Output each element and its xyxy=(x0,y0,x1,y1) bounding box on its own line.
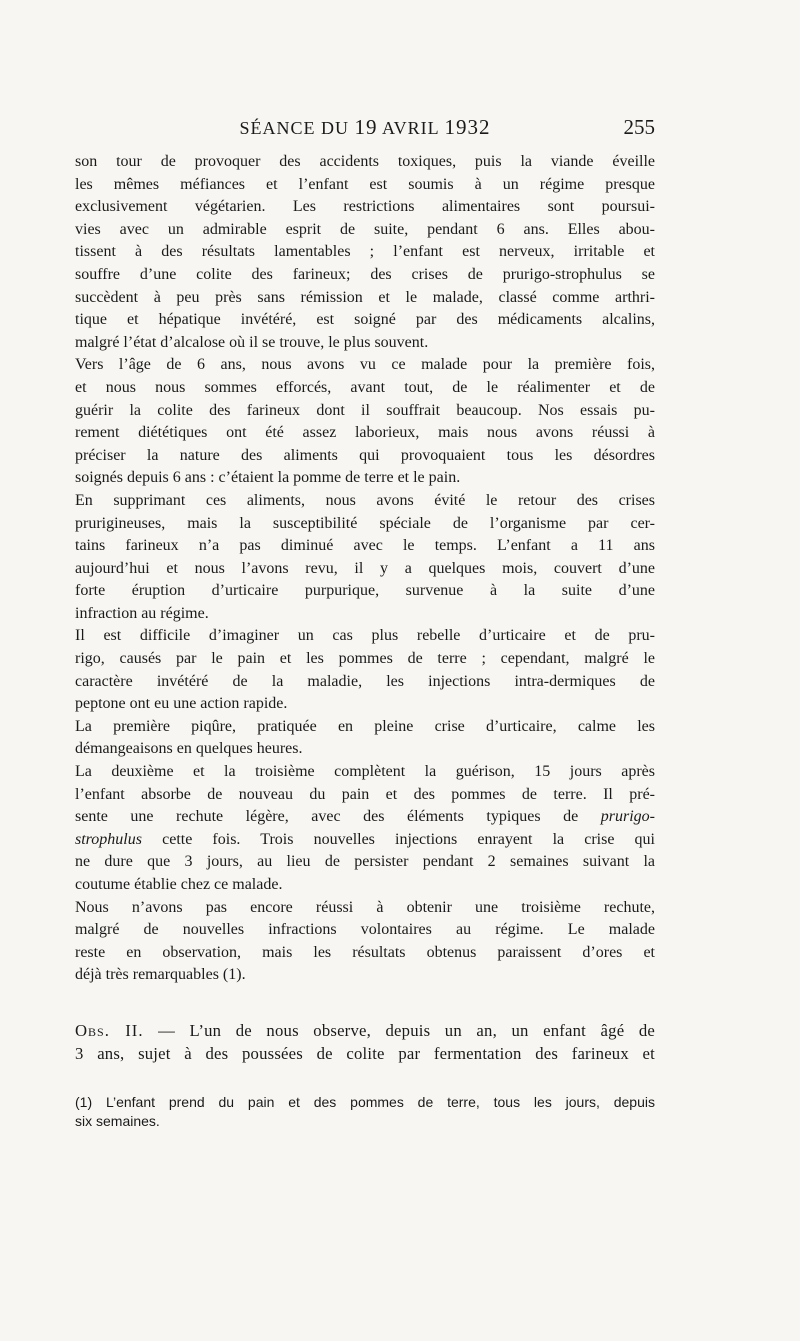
header-day: 19 xyxy=(354,115,378,139)
text-line: rement diététiques ont été assez laborieux, mais nous avons réussi à xyxy=(75,424,655,442)
text-line: reste en observation, mais les résultats obtenus paraissent d’ores et xyxy=(75,943,655,961)
text-line: Il est difficile d’imaginer un cas plus rebelle d’urticaire et de pru- xyxy=(75,627,655,645)
text-line: vies avec un admirable esprit de suite, pendant 6 ans. Elles abou- xyxy=(75,220,655,238)
text-line xyxy=(75,831,655,854)
text-line: La deuxième et la troisième complètent la guérison, 15 jours après xyxy=(75,763,655,781)
text-line: préciser la nature des aliments qui provoquaient tous les désordres xyxy=(75,446,655,464)
header-month: AVRIL xyxy=(382,118,440,138)
text-line: exclusivement végétarien. Les restrictions alimentaires sont poursui- xyxy=(75,198,655,216)
text-line: En supprimant ces aliments, nous avons évité le retour des crises xyxy=(75,491,655,509)
observation-label: Obs. II. xyxy=(75,1021,144,1040)
text-line: coutume établie chez ce malade. xyxy=(75,876,283,893)
paragraph-7 xyxy=(75,899,655,989)
text-line: les mêmes méfiances et l’enfant est soumis à un régime presque xyxy=(75,175,655,193)
paragraph-2 xyxy=(75,356,655,492)
running-header xyxy=(75,115,655,143)
paragraph-6-rest xyxy=(75,853,655,898)
text-line: et nous nous sommes efforcés, avant tout, de le réalimenter et de xyxy=(75,378,655,396)
text-line: peptone ont eu une action rapide. xyxy=(75,695,288,713)
text-line: soignés depuis 6 ans : c’étaient la pomme de terre et le pain. xyxy=(75,469,461,487)
text-line: souffre d’une colite des farineux; des crises de prurigo-strophulus se xyxy=(75,265,655,283)
footnote-line: six semaines. xyxy=(75,1113,160,1129)
paragraph-5 xyxy=(75,718,655,763)
body-text xyxy=(75,153,655,989)
text-line: caractère invétéré de la maladie, les injections intra-dermiques de xyxy=(75,672,655,690)
header-prefix: SÉANCE DU xyxy=(239,118,349,138)
text-line: guérir la colite des farineux dont il souffrait beaucoup. Nos essais pu- xyxy=(75,401,655,419)
text-line: démangeaisons en quelques heures. xyxy=(75,740,303,758)
text-line: Vers l’âge de 6 ans, nous avons vu ce malade pour la première fois, xyxy=(75,356,655,374)
text-line: tains farineux n’a pas diminué avec le temps. L’enfant a 11 ans xyxy=(75,537,655,555)
text-line: 3 ans, sujet à des poussées de colite par fermentation des farineux et xyxy=(75,1043,655,1063)
italic-term: strophulus xyxy=(75,830,142,848)
header-title xyxy=(75,115,655,140)
text-line: ne dure que 3 jours, au lieu de persister pendant 2 semaines suivant la xyxy=(75,853,655,871)
text-line xyxy=(75,1020,655,1043)
text-line: malgré l’état d’alcalose où il se trouve, le plus souvent. xyxy=(75,333,429,351)
text-line: malgré de nouvelles infractions volontaires au régime. Le malade xyxy=(75,921,655,939)
text-line: Nous n’avons pas encore réussi à obtenir une troisième rechute, xyxy=(75,898,655,916)
text-segment: sente une rechute légère, avec des éléments typiques de xyxy=(75,808,579,826)
text-line: succèdent à peu près sans rémission et le malade, classé comme arthri- xyxy=(75,288,655,306)
paragraph-4 xyxy=(75,627,655,717)
text-line: son tour de provoquer des accidents toxiques, puis la viande éveille xyxy=(75,153,655,170)
paragraph-3 xyxy=(75,492,655,628)
text-line: tissent à des résultats lamentables ; l’enfant est nerveux, irritable et xyxy=(75,243,655,261)
footnote xyxy=(75,1093,655,1131)
text-line: La première piqûre, pratiquée en pleine crise d’urticaire, calme les xyxy=(75,717,655,735)
italic-term: prurigo- xyxy=(600,808,656,826)
page-number: 255 xyxy=(623,115,655,139)
footnote-line: (1) L’enfant prend du pain et des pommes de terre, tous les jours, depuis xyxy=(75,1094,655,1110)
text-segment: — L’un de nous observe, depuis un an, un enfant âgé de xyxy=(158,1021,655,1040)
text-line: forte éruption d’urticaire purpurique, survenue à la suite d’une xyxy=(75,582,655,600)
observation-ii xyxy=(75,1020,655,1065)
paragraph-1 xyxy=(75,153,655,356)
text-segment: cette fois. Trois nouvelles injections enrayent la crise qui xyxy=(162,830,656,848)
text-line: rigo, causés par le pain et les pommes de terre ; cependant, malgré le xyxy=(75,650,655,668)
text-line xyxy=(75,808,655,831)
text-line: infraction au régime. xyxy=(75,604,209,622)
text-line: l’enfant absorbe de nouveau du pain et des pommes de terre. Il pré- xyxy=(75,785,655,803)
text-line: aujourd’hui et nous l’avons revu, il y a quelques mois, couvert d’une xyxy=(75,559,655,577)
text-line: prurigineuses, mais la susceptibilité spéciale de l’organisme par cer- xyxy=(75,514,655,532)
header-year: 1932 xyxy=(444,115,491,139)
text-line: tique et hépatique invétéré, est soigné par des médicaments alcalins, xyxy=(75,311,655,329)
text-line: déjà très remarquables (1). xyxy=(75,966,246,984)
paragraph-6 xyxy=(75,763,655,899)
